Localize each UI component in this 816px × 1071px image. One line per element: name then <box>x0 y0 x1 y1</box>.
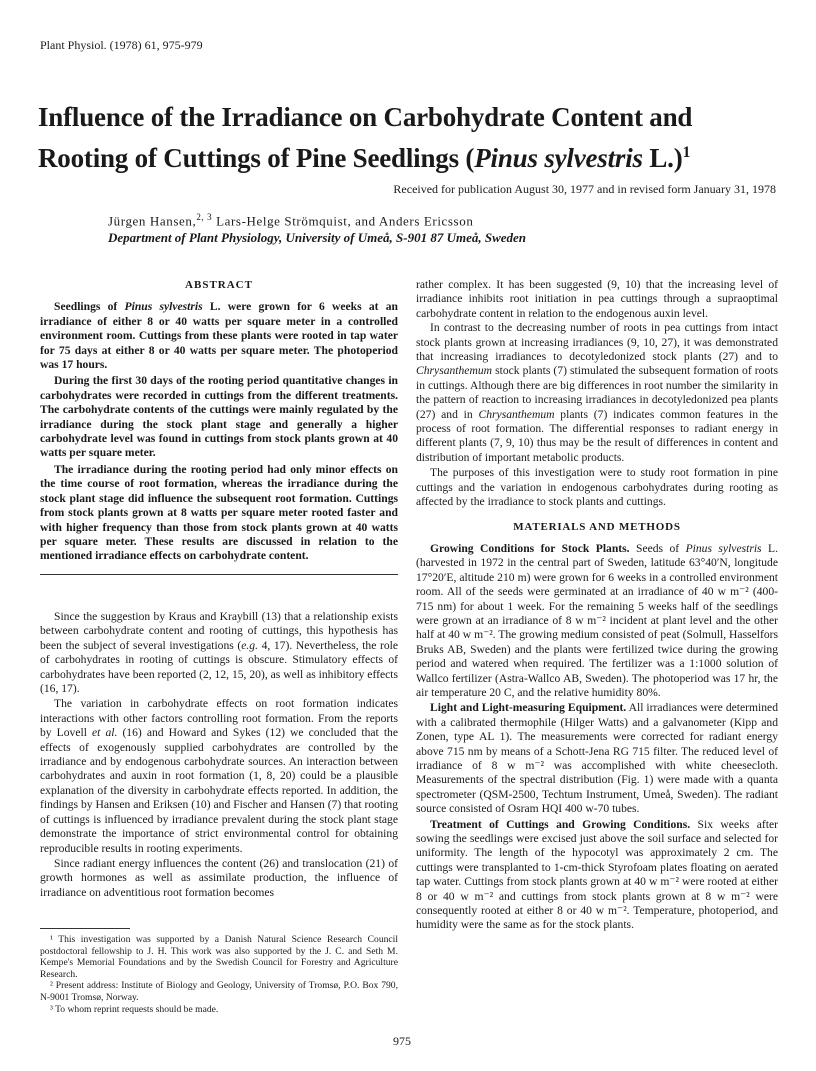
intro-p1-b: 4, 17). Nevertheless, the role of carbohydrates in rooting of cuttings is obscure. Stimulatory effects of carbohydrates have been reported (2, 12, 15, 20), as well as inhibitory effects (16, 17). <box>40 638 398 696</box>
methods-s1-a: Seeds of <box>629 541 686 555</box>
footnotes <box>40 934 398 1015</box>
methods-stock-plants <box>416 542 778 700</box>
author-1: Jürgen Hansen, <box>108 213 197 229</box>
intro-p4-chrysanthemum: Chrysanthemum <box>416 364 492 378</box>
abstract-heading: ABSTRACT <box>185 279 253 291</box>
author-1-marks: 2, 3 <box>196 212 213 222</box>
methods-cuttings <box>416 818 778 933</box>
methods-s3-head: Treatment of Cuttings and Growing Conditions. <box>430 817 691 831</box>
methods-s1-head: Growing Conditions for Stock Plants. <box>430 541 630 555</box>
intro-paragraph-2 <box>40 697 398 855</box>
page-number: 975 <box>393 1034 411 1048</box>
title-main: Influence of the Irradiance on Carbohydrate Content and Rooting of Cuttings of Pine Seedlings ( <box>38 102 693 173</box>
intro-paragraph-3-continued: rather complex. It has been suggested (9, 10) that the increasing level of irradiance inhibits root initiation in pea cuttings through a supraoptimal carbohydrate content in relation to the endogenous auxin level. <box>416 278 778 320</box>
footnote-3: ³ To whom reprint requests should be made. <box>50 1003 219 1015</box>
intro-p2-a: The variation in carbohydrate effects on root formation indicates interactions with other factors controlling root formation. From the reports by Lovell <box>40 697 398 740</box>
right-column <box>416 278 778 934</box>
methods-light <box>416 701 778 816</box>
methods-s3-body: Six weeks after sowing the seedlings were excised just above the soil surface and selected for uniformity. The length of the hypocotyl was approximately 2 cm. The cuttings were transplanted to 1-cm-thick Styrofoam plates floating on aerated tap water. Cuttings from stock plants grown at 40 w m⁻² were rooted at either 8 or 40 w m⁻² and cuttings from stock plants grown at 8 w m⁻² were consequently rooted at either 8 or 40 w m⁻². Temperature, photoperiod, and humidity were the same as for the stock plants. <box>416 817 778 932</box>
intro-p1-a: Since the suggestion by Kraus and Kraybill (13) that a relationship exists between carbohydrate content and rooting of cuttings, this hypothesis has been the subject of several investigations ( <box>40 610 398 652</box>
footnote-1: ¹ This investigation was supported by a Danish Natural Science Research Council postdoctoral fellowship to J. H. This work was also supported by the J. C. and Seth M. Kempe's Memorial Foundations and by the Swedish Council for Forestry and Agriculture Research. <box>40 934 398 980</box>
author-rest: Lars-Helge Strömquist, and Anders Ericsson <box>212 213 474 229</box>
received-date: Received for publication August 30, 1977 and in revised form January 31, 1978 <box>393 182 776 196</box>
intro-p2-etal: et al. <box>92 726 118 740</box>
methods-heading: MATERIALS AND METHODS <box>513 520 681 533</box>
abstract-paragraph-3: The irradiance during the rooting period had only minor effects on the time course of root formation, whereas the irradiance during the stock plant stage did influence the subsequent root formation. Cuttings from stock plants grown at 8 watts per square meter rooted faster and with higher frequency than those from stock plants grown at 40 watts per square meter. These results are discussed in relation to the mentioned irradiance effects on carbohydrate content. <box>40 462 398 563</box>
intro-p2-b: (16) and Howard and Sykes (12) we concluded that the effects of exogenously supplied carbohydrates are controlled by the irradiance and by endogenous carbohydrate sources. An interaction between carbohydrates and auxin in root formation (1, 8, 20) could be a plausible explanation of the diversity in carbohydrate effects reported. In addition, the findings by Hansen and Eriksen (10) and Fischer and Hansen (7) that rooting of cuttings is influenced by irradiance prevalent during the stock plant stage demonstrate the importance of strict environmental control for obtaining reproducible results in rooting experiments. <box>40 726 398 855</box>
title-tail: L.) <box>642 143 683 173</box>
abstract-p1-c: L. were grown for 6 weeks at an irradiance of either 8 or 40 watts per square meter in a controlled environment room. Cuttings from these plants were rooted in tap water for 75 days at either 8 or 40 watts per square meter. The photoperiod was 17 hours. <box>40 300 399 372</box>
abstract-paragraph-2: During the first 30 days of the rooting period quantitative changes in carbohydrates were recorded in cuttings from the different treatments. The carbohydrate contents of the cuttings were mainly regulated by the irradiance during the stock plant stage and generally a higher carbohydrate level was found in cuttings from stock plants grown at 40 watts per square meter. <box>40 374 398 460</box>
abstract-p1-a: Seedlings of <box>54 300 125 314</box>
paper-title <box>38 100 788 176</box>
methods-s2-body: All irradiances were determined with a calibrated thermophile (Hilger Watts) and a galvanometer (Kipp and Zonen, type AL 1). The measurements were corrected for radiant energy above 715 nm by means of a Schott-Jena RG 715 filter. The reduced level of irradiance of 8 w m⁻² was accomplished with white cheesecloth. Measurements of the spectral distribution (Fig. 1) were made with a quanta spectrometer (QSM-2500, Techtum Instrument, Umeå, Sweden). The radiant source consisted of Osram HQI 400 w-70 tubes. <box>416 701 778 816</box>
methods-s1-species: Pinus sylvestris <box>685 541 762 555</box>
intro-paragraph-1 <box>40 610 398 696</box>
abstract-section <box>40 278 398 566</box>
methods-s2-head: Light and Light-measuring Equipment. <box>430 701 627 715</box>
footnote-2: ² Present address: Institute of Biology and Geology, University of Tromsø, P.O. Box 790, N-9001 Tromsø, Norway. <box>40 980 398 1003</box>
intro-p1-eg: e.g. <box>241 638 258 652</box>
title-footnote-mark: 1 <box>682 144 691 161</box>
intro-p4-chrysanthemum-2: Chrysanthemum <box>478 407 555 421</box>
affiliation: Department of Plant Physiology, University of Umeå, S-901 87 Umeå, Sweden <box>108 230 527 245</box>
intro-p4-a: In contrast to the decreasing number of roots in pea cuttings from intact stock plants grown at increasing irradiances (9, 10, 27), it was demonstrated that increasing irradiances to decotyledonized stock plants (27) and to <box>416 321 778 364</box>
abstract-paragraph-1 <box>40 300 398 372</box>
introduction-left <box>40 610 398 901</box>
intro-p4-c: plants (7) indicates common features in the process of root formation. The differential responses to radiant energy in different plants (7, 9, 10) thus may be the result of differences in content and distribution of important metabolic products. <box>416 407 778 464</box>
intro-paragraph-3: Since radiant energy influences the content (26) and translocation (21) of growth hormones as well as assimilate production, the influence of irradiance on adventitious root formation becomes <box>40 856 398 899</box>
methods-s1-b: L. (harvested in 1972 in the central part of Sweden, latitude 63°40′N, longitude 17°20′E, altitude 210 m) were grown for 6 weeks in a controlled environment room. All of the seeds were germinated at an irradiance of 40 w m⁻² (400-715 nm) for about 1 week. For the remaining 5 weeks half of the seedlings were grown at an irradiance of 8 w m⁻² incident at plant level and the other half at 40 w m⁻². The growing medium consisted of peat (Solmull, Hasselfors Bruks AB, Sweden) and the plants were fertilized twice during the growing period and watered when required. The fertilizer was a 1:1000 solution of Wallco fertilizer (Astra-Wallco AB, Sweden). The photoperiod was 17 hr, the air temperature 20 C, and the relative humidity 80%. <box>416 541 778 699</box>
intro-p4-b: stock plants (7) stimulated the subsequent formation of roots in cuttings. Although there are big differences in root number the similarity in the pattern of reaction to increasing irradiances in decotyledonized pea plants (27) and in <box>416 364 778 421</box>
title-species: Pinus sylvestris <box>474 143 643 173</box>
abstract-p1-species: Pinus sylvestris <box>124 300 203 314</box>
intro-paragraph-4 <box>416 321 778 465</box>
abstract-divider <box>40 574 398 575</box>
author-list <box>108 212 473 229</box>
intro-paragraph-5: The purposes of this investigation were to study root formation in pine cuttings and the variation in endogenous carbohydrates during rooting as affected by the irradiance to stock plants and cuttings. <box>416 466 778 509</box>
journal-citation: Plant Physiol. (1978) 61, 975-979 <box>40 38 203 52</box>
footnote-divider <box>40 928 130 929</box>
